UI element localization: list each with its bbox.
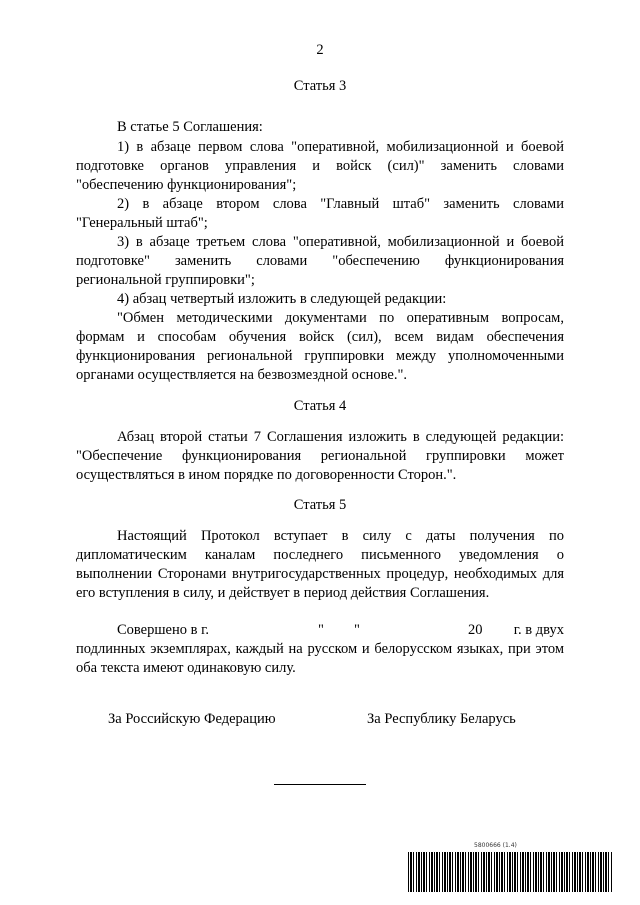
article-3-item-1: 1) в абзаце первом слова "оперативной, мобилизационной и боевой подготовке органов управления и войск (сил)" заменить словами "обеспечению функционирования"; [76, 139, 564, 193]
article-3-item-4: 4) абзац четвертый изложить в следующей редакции: [117, 291, 447, 307]
article-3-quote: "Обмен методическими документами по оперативным вопросам, формам и способам обучения войск (сил), всем видам обеспечения функционирования региональной группировки между уполномоченными органами осуществляется на безвозмездной основе.". [76, 310, 564, 383]
done-city-label: Совершено в г. [117, 622, 210, 638]
barcode-image [408, 852, 612, 892]
article-3-heading: Статья 3 [293, 78, 347, 94]
signature-belarus: За Республику Беларусь [367, 711, 516, 727]
article-3-item-3: 3) в абзаце третьем слова "оперативной, мобилизационной и боевой подготовке" заменить словами "обеспечению функционирования региональной группировки"; [76, 234, 564, 288]
separator-rule [274, 784, 366, 785]
done-rest: подлинных экземплярах, каждый на русском и белорусском языках, при этом оба текста имеют одинаковую силу. [76, 641, 564, 676]
page-number: 2 [316, 42, 324, 58]
barcode-text: 5800666 (1.4) [474, 842, 517, 849]
signature-russia: За Российскую Федерацию [108, 711, 276, 727]
article-3-item-2: 2) в абзаце втором слова "Главный штаб" заменить словами "Генеральный штаб"; [76, 196, 564, 231]
article-3-intro: В статье 5 Соглашения: [117, 119, 263, 135]
done-quote-close: " [354, 622, 360, 638]
done-quote-open: " [318, 622, 324, 638]
article-5-text: Настоящий Протокол вступает в силу с даты получения по дипломатическим каналам последнего письменного уведомления о выполнении Сторонами внутригосударственных процедур, необходимых для его вступления в силу, и действует в период действия Соглашения. [76, 528, 564, 601]
barcode-block [408, 842, 612, 894]
article-4-text: Абзац второй статьи 7 Соглашения изложить в следующей редакции: "Обеспечение функционирования региональной группировки может осуществляться в ином порядке по договоренности Сторон.". [76, 429, 564, 483]
done-copies-label: г. в двух [513, 622, 564, 638]
article-4-heading: Статья 4 [293, 398, 347, 414]
article-5-heading: Статья 5 [293, 497, 347, 513]
done-year-prefix: 20 [468, 622, 483, 638]
